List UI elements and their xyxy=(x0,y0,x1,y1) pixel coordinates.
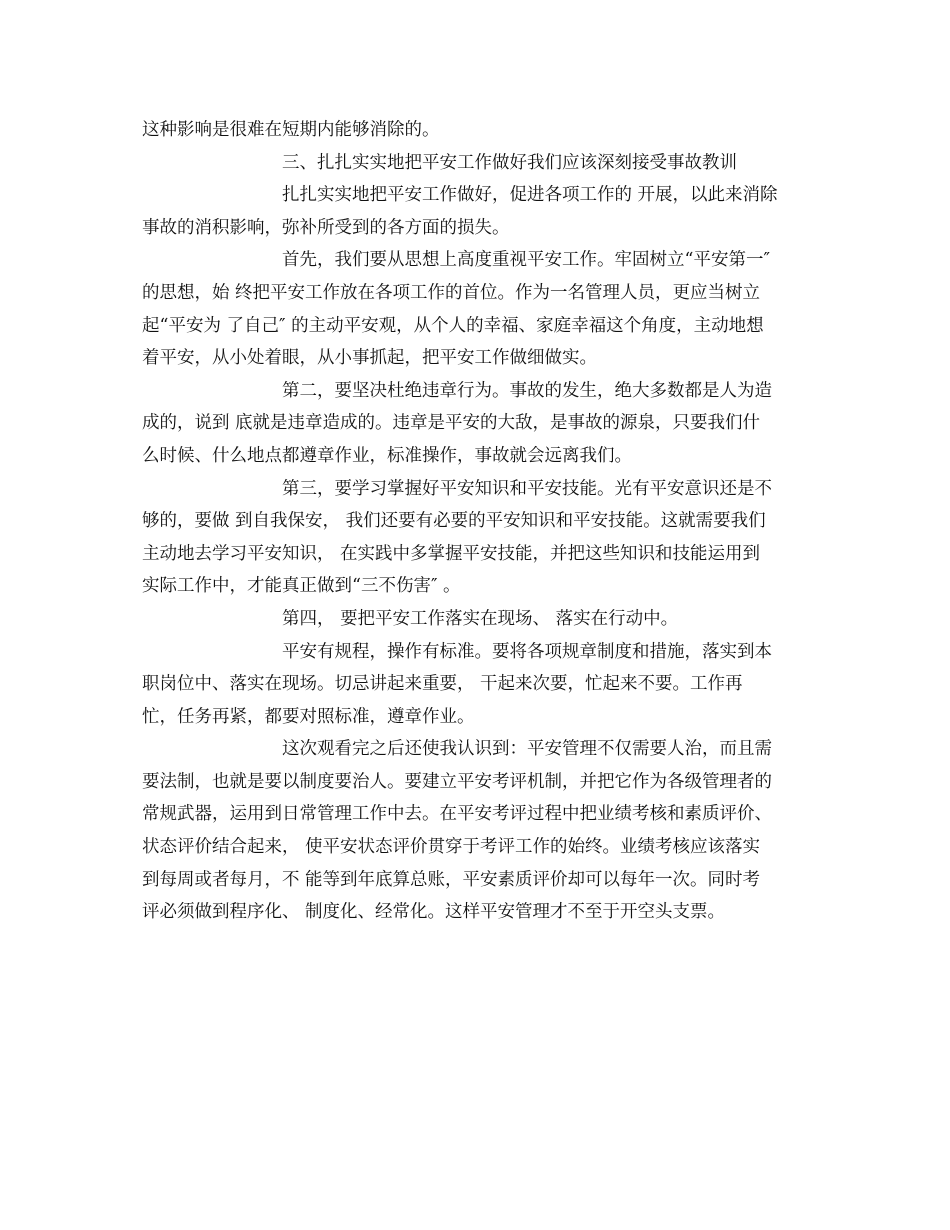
text-line-9: 第二，要坚决杜绝违章行为。事故的发生，绝大多数都是人为造 xyxy=(282,380,772,401)
text-line-1: 这种影响是很难在短期内能够消除的。 xyxy=(142,120,440,140)
text-line-3: 扎扎实实地把平安工作做好，促进各项工作的 开展，以此来消除 xyxy=(282,185,778,206)
text-line-12: 第三，要学习掌握好平安知识和平安技能。光有平安意识还是不 xyxy=(282,478,772,499)
text-line-24: 到每周或者每月，不 能等到年底算总账，平安素质评价却可以每年一次。同时考 xyxy=(142,869,761,890)
text-line-18: 职岗位中、落实在现场。切忌讲起来重要， 干起来次要，忙起来不要。工作再 xyxy=(142,674,743,695)
text-line-19: 忙，任务再紧，都要对照标准，遵章作业。 xyxy=(142,706,475,727)
text-line-5: 首先，我们要从思想上高度重视平安工作。牢固树立“平安第一″ xyxy=(282,250,770,271)
text-line-8: 着平安，从小处着眼，从小事抓起，把平安工作做细做实。 xyxy=(142,348,597,369)
text-line-7: 起“平安为 了自己″ 的主动平安观，从个人的幸福、家庭幸福这个角度，主动地想 xyxy=(142,315,764,336)
text-line-15: 实际工作中，才能真正做到“三不伤害″ 。 xyxy=(142,576,461,597)
text-line-6: 的思想，始 终把平安工作放在各项工作的首位。作为一名管理人员，更应当树立 xyxy=(142,282,761,303)
text-line-4: 事故的消积影响，弥补所受到的各方面的损失。 xyxy=(142,217,510,238)
section-heading: 三、扎扎实实地把平安工作做好我们应该深刻接受事故教训 xyxy=(282,152,737,173)
text-line-23: 状态评价结合起来， 使平安状态评价贯穿于考评工作的始终。业绩考核应该落实 xyxy=(142,837,761,858)
text-line-17: 平安有规程，操作有标准。要将各项规章制度和措施，落实到本 xyxy=(282,641,772,662)
text-line-20: 这次观看完之后还使我认识到：平安管理不仅需要人治，而且需 xyxy=(282,739,772,760)
text-line-13: 够的，要做 到自我保安， 我们还要有必要的平安知识和平安技能。这就需要我们 xyxy=(142,511,766,532)
text-line-14: 主动地去学习平安知识， 在实践中多掌握平安技能，并把这些知识和技能运用到 xyxy=(142,543,761,564)
text-line-16: 第四， 要把平安工作落实在现场、 落实在行动中。 xyxy=(282,608,679,629)
text-line-22: 常规武器，运用到日常管理工作中去。在平安考评过程中把业绩考核和素质评价、 xyxy=(142,804,772,825)
body-text xyxy=(142,114,812,929)
text-line-10: 成的，说到 底就是违章造成的。违章是平安的大敌，是事故的源泉，只要我们什 xyxy=(142,413,761,434)
text-line-25: 评必须做到程序化、 制度化、经常化。这样平安管理才不至于开空头支票。 xyxy=(142,902,726,923)
text-line-11: 么时候、什么地点都遵章作业，标准操作，事故就会远离我们。 xyxy=(142,445,632,466)
text-line-21: 要法制，也就是要以制度要治人。要建立平安考评机制，并把它作为各级管理者的 xyxy=(142,771,772,792)
